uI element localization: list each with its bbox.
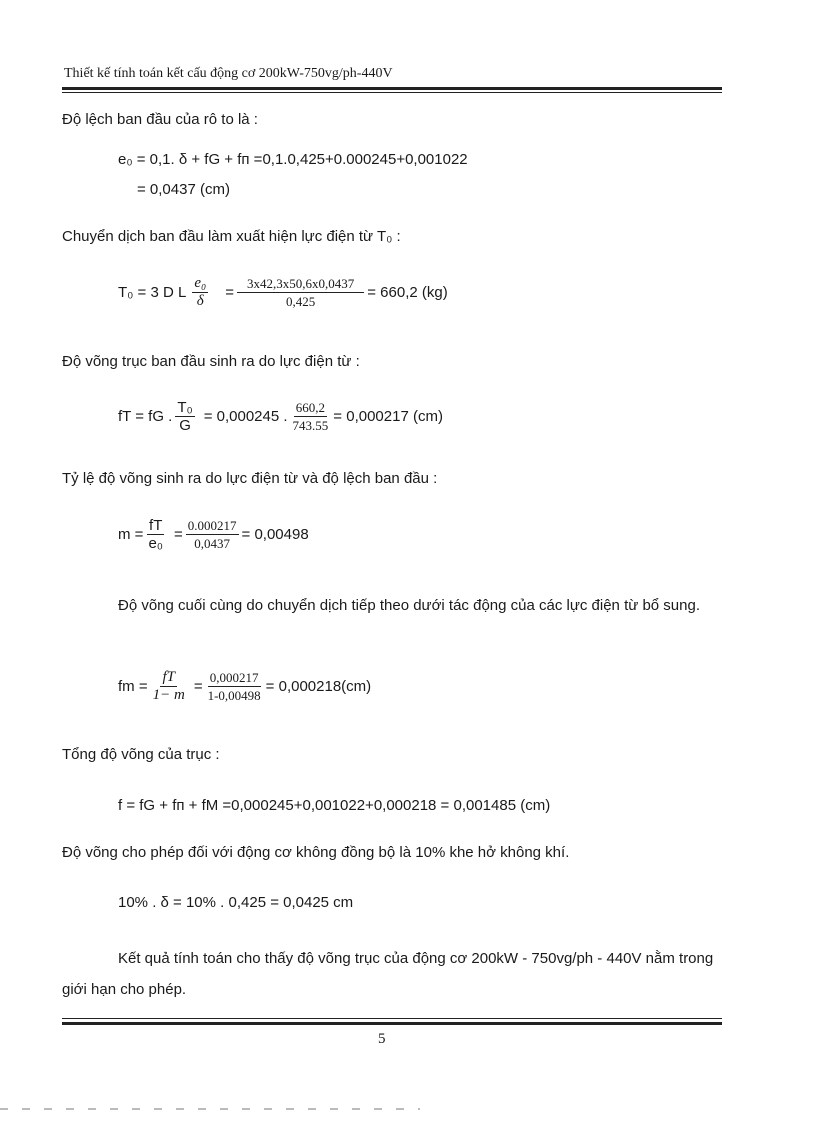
- page-header-title: Thiết kế tính toán kết cấu động cơ 200kW-750vg/ph-440V: [64, 66, 393, 81]
- equation-T0: T₀ = 3 D L $\frac{\text{e₀}}{\delta}$ = $\frac{3x42,3x50,6x0,0437}{0,425}$ = 660,2 (kg): [118, 275, 448, 309]
- text-fm: Độ võng cuối cùng do chuyển dịch tiếp theo dưới tác động của các lực điện từ bổ sung.: [118, 597, 700, 614]
- text-fT: Độ võng trục ban đầu sinh ra do lực điện từ :: [62, 353, 360, 370]
- equation-T0-lhs: T₀ = 3 D L: [118, 284, 187, 301]
- fraction-T0-values: [237, 276, 364, 309]
- equation-total: f = fG + fп + fM =0,000245+0,001022+0,000218 = 0,001485 (cm): [118, 797, 551, 814]
- equation-fm-lhs: fm =: [118, 678, 148, 695]
- equation-e0: [118, 150, 468, 170]
- equation-fT-mid: = 0,000245 .: [203, 408, 288, 425]
- fraction-numerator: T₀: [177, 399, 193, 416]
- equation-m: m = $\frac{fT}{\text{e₀}}$ = $\frac{0.000217}{0,0437}$ = 0,00498: [118, 517, 309, 552]
- fraction-denominator: 1-0,00498: [207, 688, 261, 703]
- equation-fT-lhs: fT = fG .: [118, 408, 173, 425]
- fraction-numerator: 0,000217: [209, 670, 259, 685]
- text-m: Tỷ lệ độ võng sinh ra do lực điện từ và độ lệch ban đầu :: [62, 470, 438, 487]
- equation-fT-result: = 0,000217 (cm): [333, 408, 443, 425]
- fraction-fT-over-1-minus-m: [151, 670, 187, 703]
- equation-fm-result: = 0,000218(cm): [265, 678, 372, 695]
- footer-rule-thick: [62, 1022, 722, 1025]
- equation-e0-text: e₀ = 0,1. δ + fG + fп =0,1.0,425+0.000245+0,001022: [118, 151, 468, 168]
- equation-allow: 10% . δ = 10% . 0,425 = 0,0425 cm: [118, 894, 354, 911]
- header-rule-thick: [62, 87, 722, 90]
- equation-m-result: = 0,00498: [241, 526, 309, 543]
- equation-m-lhs: m =: [118, 526, 144, 543]
- fraction-denominator: e₀: [148, 535, 164, 552]
- fraction-numerator: 0.000217: [187, 518, 237, 533]
- equation-T0-result: = 660,2 (kg): [367, 284, 448, 301]
- page-number: 5: [378, 1031, 386, 1047]
- fraction-fT-over-e0: [146, 518, 165, 551]
- conclusion-paragraph: Kết quả tính toán cho thấy độ võng trục của động cơ 200kW - 750vg/ph - 440V nằm trong giới hạn cho phép.: [62, 950, 714, 998]
- equation-fm: fm = $\frac{fT}{1- m}$ = $\frac{0,000217}{1-0,00498}$ = 0,000218(cm): [118, 669, 372, 703]
- fraction-numerator: fT: [162, 669, 175, 685]
- header-rule-thin: [62, 92, 722, 93]
- fraction-fT-values: [291, 400, 331, 433]
- equation-fT: [118, 400, 443, 433]
- fraction-numerator: fT: [149, 517, 163, 534]
- fraction-denominator: 0,0437: [194, 536, 231, 551]
- fraction-m-values: [186, 518, 239, 551]
- fraction-numerator: 3x42,3x50,6x0,0437: [237, 276, 364, 293]
- fraction-numerator: 660,2: [295, 400, 326, 415]
- fraction-denominator: 0,425: [285, 294, 316, 309]
- text-total: Tổng độ võng của trục :: [62, 746, 220, 763]
- text-allow: Độ võng cho phép đối với động cơ không đồng bộ là 10% khe hở không khí.: [62, 844, 570, 861]
- equation-e0-result: = 0,0437 (cm): [137, 181, 230, 198]
- footer-rule-thin: [62, 1018, 722, 1019]
- fraction-denominator: δ: [196, 293, 204, 309]
- intro-text: Độ lệch ban đầu của rô to là :: [62, 111, 258, 128]
- fraction-denominator: 1− m: [152, 687, 185, 703]
- fraction-fm-values: [206, 670, 263, 703]
- scan-artifact-divider: [0, 1108, 420, 1110]
- fraction-denominator: 743.55: [292, 418, 329, 433]
- fraction-numerator: e₀: [194, 275, 207, 291]
- text-T0: Chuyển dịch ban đầu làm xuất hiện lực điện từ T₀ :: [62, 228, 401, 245]
- fraction-T0-over-G: [175, 400, 194, 433]
- fraction-denominator: G: [179, 417, 191, 434]
- fraction-e0-over-delta: [192, 276, 208, 309]
